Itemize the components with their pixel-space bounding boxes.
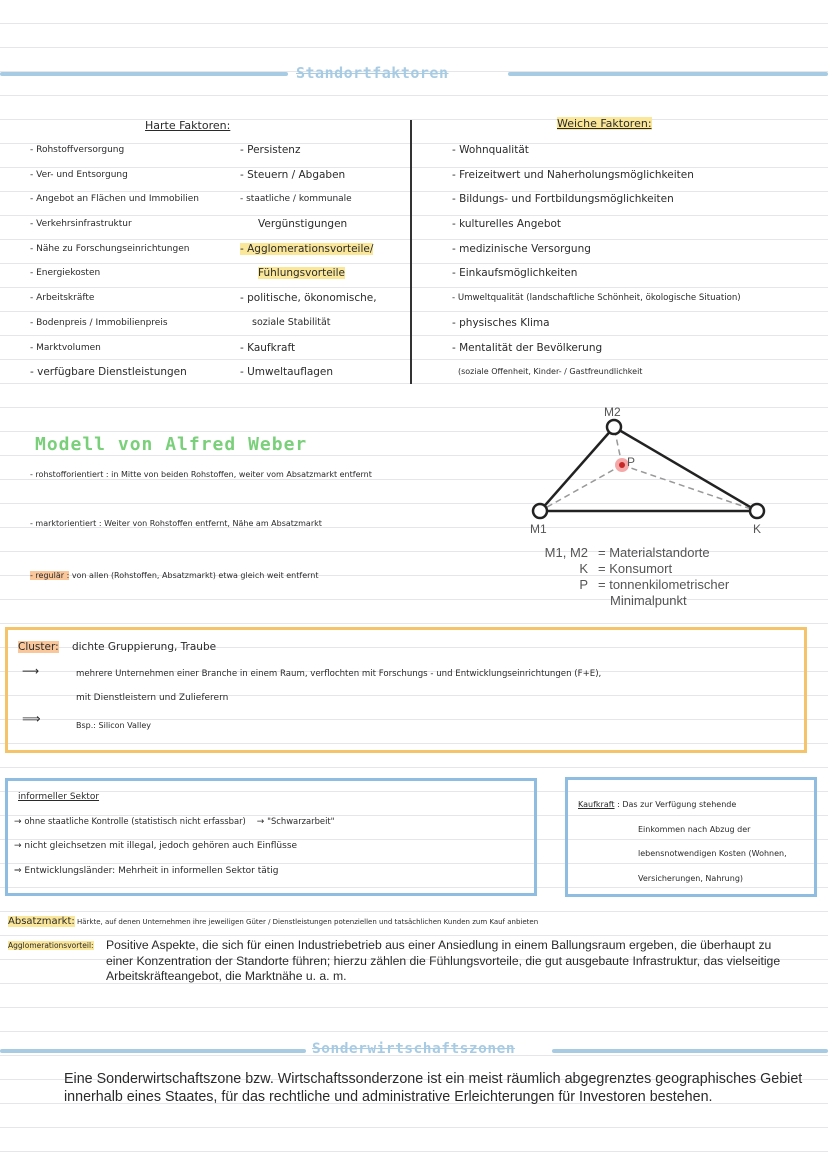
node-k (750, 504, 764, 518)
weber-title: Modell von Alfred Weber (35, 434, 308, 455)
weiche-title: Weiche Faktoren: (557, 117, 652, 130)
heading-rule-right (508, 72, 828, 76)
list-item: - physisches Klima (452, 316, 550, 329)
list-item: - Verkehrsinfrastruktur (30, 219, 132, 230)
list-item: Vergünstigungen (258, 218, 348, 231)
node-m1 (533, 504, 547, 518)
list-item: - Wohnqualität (452, 144, 529, 156)
list-item: - Freizeitwert und Naherholungsmöglichkeiten (452, 168, 694, 181)
absatzmarkt-definition: Absatzmarkt: Härkte, auf denen Unternehmen ihre jeweiligen Güter / Dienstleistungen potenziellen und tatsächlichen Kunden zum Kauf anbieten (8, 916, 539, 927)
label-k: K (753, 522, 762, 536)
heading-standortfaktoren: Standortfaktoren (296, 64, 449, 82)
arrow-icon: ⟶ (22, 664, 40, 678)
label-p: P (627, 455, 636, 469)
kaufkraft-line-4: Versicherungen, Nahrung) (638, 873, 744, 883)
weber-line-markt: - marktorientiert : Weiter von Rohstoffen entfernt, Nähe am Absatzmarkt (30, 519, 322, 528)
edge-m1-m2 (540, 427, 614, 511)
weiche-list (452, 138, 741, 385)
node-m2 (607, 420, 621, 434)
list-item: - kulturelles Angebot (452, 218, 562, 231)
arrow-icon: → (256, 817, 265, 827)
double-arrow-icon: ⇒ (14, 866, 22, 876)
list-item: - Steuern / Abgaben (240, 168, 346, 181)
informeller-line-3: ⇒ Entwicklungsländer: Mehrheit in informellen Sektor tätig (14, 866, 279, 876)
informeller-line-1: → ohne staatliche Kontrolle (statistisch nicht erfassbar) → "Schwarzarbeit" (14, 816, 335, 827)
heading-rule-left (0, 1049, 306, 1053)
list-item: (soziale Offenheit, Kinder- / Gastfreundlichkeit (458, 367, 643, 377)
list-item: - Angebot an Flächen und Immobilien (30, 194, 199, 205)
kaufkraft-line-2: Einkommen nach Abzug der (638, 824, 751, 834)
harte-col2 (240, 138, 377, 385)
weber-legend (520, 545, 729, 609)
cluster-label: Cluster: (18, 641, 59, 653)
heading-rule-left (0, 72, 288, 76)
weber-line-rohstoff: - rohstofforientiert : in Mitte von beiden Rohstoffen, weiter vom Absatzmarkt entfernt (30, 470, 372, 479)
cluster-line-1: mehrere Unternehmen einer Branche in einem Raum, verflochten mit Forschungs - und Entwicklungseinrichtungen (F+E), (76, 669, 602, 679)
list-item: Fühlungsvorteile (258, 267, 345, 280)
list-item: - Bildungs- und Fortbildungsmöglichkeiten (452, 193, 674, 206)
list-item: - Kaufkraft (240, 341, 296, 354)
dash-p-m1 (540, 465, 622, 511)
heading-sonderwirtschaftszonen: Sonderwirtschaftszonen (312, 1041, 516, 1057)
list-item: - Rohstoffversorgung (30, 145, 125, 155)
list-item: - Persistenz (240, 144, 301, 156)
column-divider (410, 120, 412, 384)
legend-row: P = tonnenkilometrischer (579, 577, 730, 592)
kaufkraft-text (578, 793, 787, 891)
informeller-title: informeller Sektor (18, 792, 100, 802)
cluster-line-2: mit Dienstleistern und Zulieferern (76, 693, 229, 703)
arrow-icon: → (14, 841, 22, 851)
list-item: - politische, ökonomische, (240, 292, 377, 305)
legend-row: K = Konsumort (579, 561, 673, 576)
list-item: - medizinische Versorgung (452, 242, 591, 255)
absatzmarkt-label: Absatzmarkt: (8, 916, 75, 927)
double-arrow-icon: ⟹ (22, 712, 41, 727)
heading-rule-right (552, 1049, 828, 1053)
agglo-text: Positive Aspekte, die sich für einen Industriebetrieb aus einer Ansiedlung in einem Ballungsraum ergeben, die überhaupt zu einer Konzentration der Standorte führen; hierzu zählen die Fühlungsvorteile, die gut ausgebaute Infrastruktur, das vielseitige Arbeitskräfteangebot, die Marktnähe u. a. m. (106, 938, 781, 983)
list-item: - Nähe zu Forschungseinrichtungen (30, 243, 190, 254)
list-item: - Ver- und Entsorgung (30, 169, 128, 180)
point-p (619, 462, 625, 468)
szone-definition: Eine Sonderwirtschaftszone bzw. Wirtschaftssonderzone ist ein meist räumlich abgegrenztes geographisches Gebiet innerhalb eines Staates, für das rechtliche und administrative Erleichterungen für Investoren bestehen. (64, 1071, 803, 1105)
kaufkraft-line-1: Kaufkraft : Das zur Verfügung stehende (578, 800, 737, 809)
harte-title: Harte Faktoren: (145, 119, 231, 132)
list-item: - Einkaufsmöglichkeiten (452, 267, 578, 280)
label-m2: M2 (604, 405, 621, 419)
cluster-heading (18, 641, 216, 653)
harte-col1 (30, 138, 199, 385)
list-item: - Marktvolumen (30, 342, 101, 353)
list-item: - Bodenpreis / Immobilienpreis (30, 317, 168, 328)
label-m1: M1 (530, 522, 547, 536)
list-item: - Umweltqualität (landschaftliche Schönheit, ökologische Situation) (452, 293, 741, 304)
kaufkraft-line-3: lebensnotwendigen Kosten (Wohnen, (638, 849, 787, 858)
cluster-definition: dichte Gruppierung, Traube (71, 641, 217, 653)
list-item: - Arbeitskräfte (30, 293, 95, 304)
legend-row: M1, M2 = Materialstandorte (544, 545, 710, 560)
list-item: soziale Stabilität (252, 316, 331, 328)
arrow-icon: → (14, 817, 22, 827)
list-item: - staatliche / kommunale (240, 194, 352, 205)
weber-triangle-diagram (520, 400, 780, 540)
list-item: - Mentalität der Bevölkerung (452, 341, 603, 354)
informeller-line-2: → nicht gleichsetzen mit illegal, jedoch gehören auch Einflüsse (14, 841, 298, 851)
list-item: - Agglomerationsvorteile/ (240, 242, 374, 255)
cluster-line-3: Bsp.: Silicon Valley (76, 721, 152, 730)
agglo-label: Agglomerationsvorteil: (8, 941, 94, 950)
weber-line-regulaer: - regulär : von allen (Rohstoffen, Absatzmarkt) etwa gleich weit entfernt (30, 571, 319, 580)
list-item: - Energiekosten (30, 268, 101, 279)
list-item: - Umweltauflagen (240, 366, 334, 379)
list-item: - verfügbare Dienstleistungen (30, 366, 187, 379)
legend-row: Minimalpunkt (610, 593, 687, 608)
